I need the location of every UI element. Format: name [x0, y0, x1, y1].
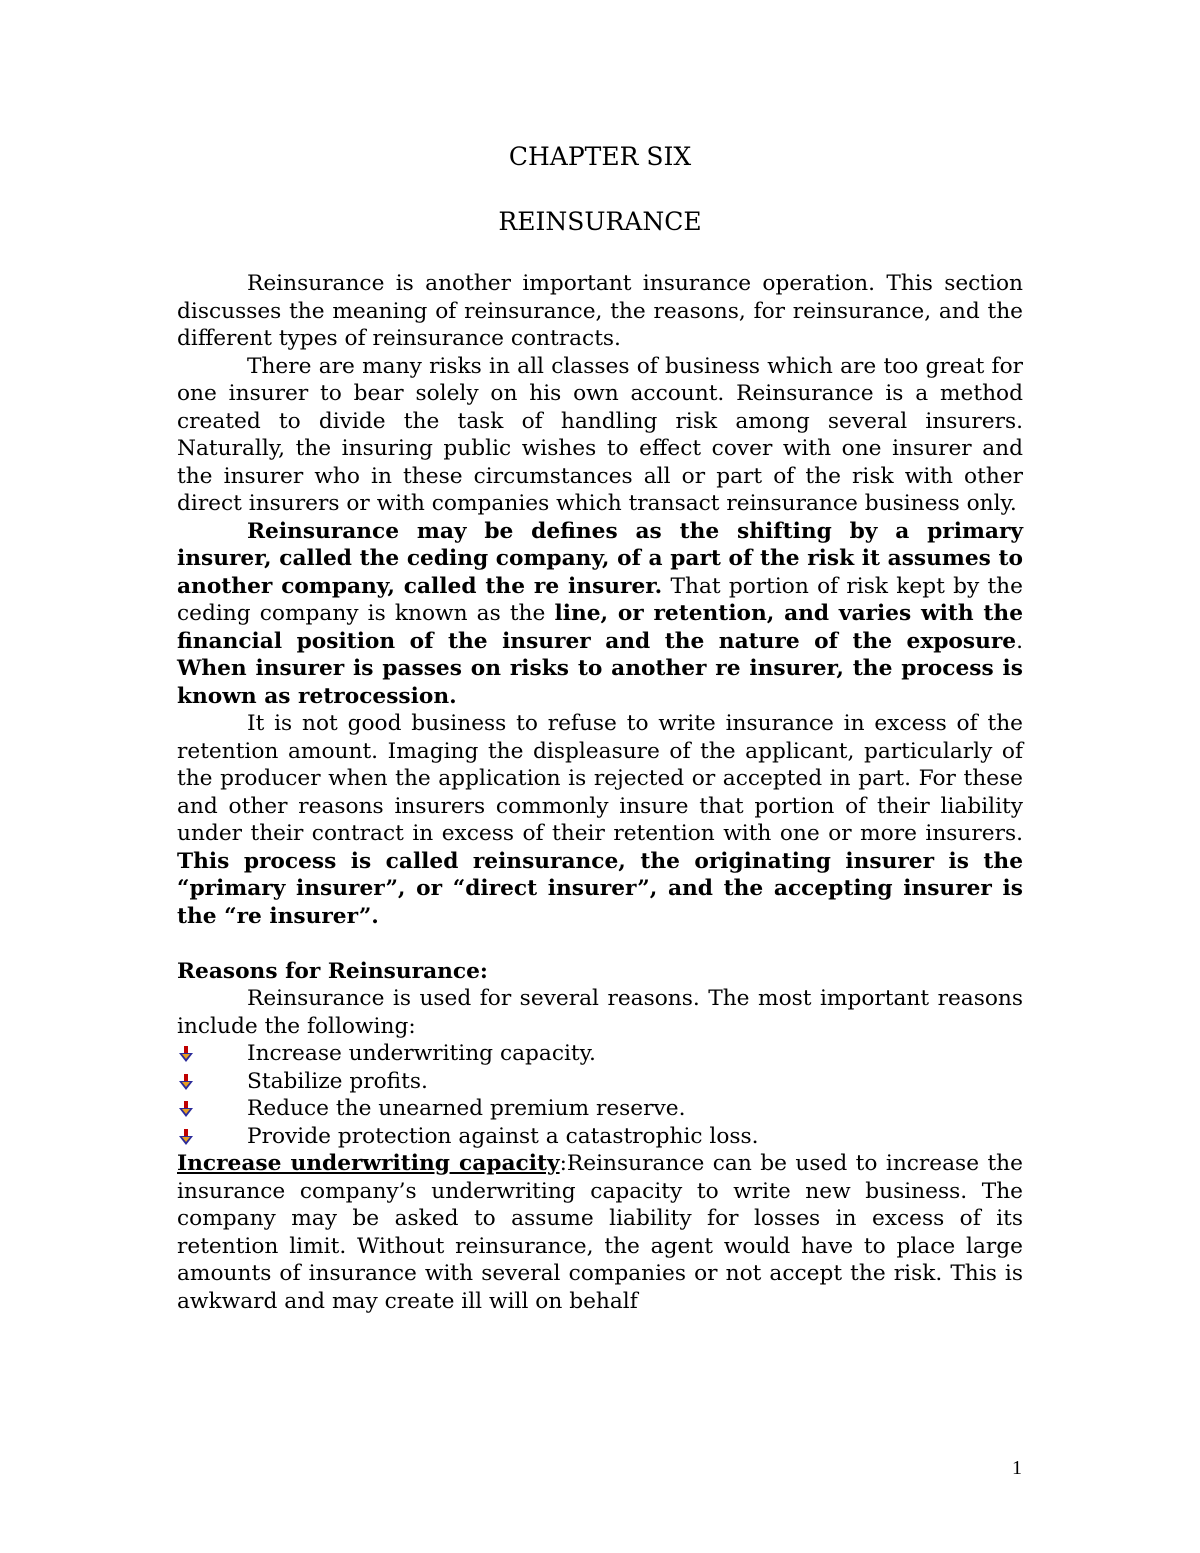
down-arrow-bullet-icon	[179, 1074, 193, 1090]
retrocession-bold-text: When insurer is passes on risks to another re insurer, the process is known as retrocession.	[177, 656, 1023, 709]
excess-paragraph	[177, 710, 1023, 930]
reasons-intro: Reinsurance is used for several reasons. The most important reasons include the following:	[177, 986, 1023, 1039]
down-arrow-bullet-icon	[179, 1046, 193, 1062]
body-text	[177, 270, 1023, 1315]
process-bold-text: This process is called reinsurance, the originating insurer is the “primary insurer”, or “direct insurer”, and the accepting insurer is the “re insurer”.	[177, 848, 1023, 929]
list-item	[177, 1095, 1023, 1123]
definition-paragraph	[177, 518, 1023, 711]
chapter-title: CHAPTER SIX	[508, 142, 692, 171]
definition-separator: .	[1016, 628, 1023, 654]
reason-text: Increase underwriting capacity.	[247, 1041, 596, 1066]
capacity-colon: :	[559, 1151, 567, 1176]
page-number: 1	[1012, 1457, 1022, 1479]
reason-text: Reduce the unearned premium reserve.	[247, 1096, 686, 1121]
capacity-term: Increase underwriting capacity	[177, 1151, 560, 1176]
capacity-text: Reinsurance can be used to increase the insurance company’s underwriting capacity to write new business. The company may be asked to assume liability for losses in excess of its retention limit. Without reinsurance, the agent would have to place large amounts of insurance with several companies or not accept the risk. This is awkward and may create ill will on behalf	[177, 1151, 1023, 1314]
definition-bold-text: Reinsurance may be defines as the shifting by a primary insurer, called the ceding company, of a part of the risk it assumes to another company, called the re insurer.	[177, 518, 1023, 599]
down-arrow-bullet-icon	[179, 1101, 193, 1117]
definition-text: That portion of risk kept by the ceding company is known as the	[177, 573, 1023, 626]
list-item	[177, 1068, 1023, 1096]
reason-text: Stabilize profits.	[247, 1068, 428, 1094]
blank-line	[177, 930, 1023, 958]
list-item	[177, 1123, 1023, 1151]
intro-paragraph: Reinsurance is another important insurance operation. This section discusses the meaning of reinsurance, the reasons, for reinsurance, and the different types of reinsurance contracts.	[177, 271, 1023, 351]
down-arrow-bullet-icon	[179, 1129, 193, 1145]
capacity-paragraph	[177, 1150, 1023, 1315]
excess-text: It is not good business to refuse to write insurance in excess of the retention amount. Imaging the displeasure of the applicant, particularly of the producer when the application is rejected or accepted in part. For these and other reasons insurers commonly insure that portion of their liability under their contract in excess of their retention with one or more insurers.	[177, 711, 1023, 846]
reasons-list	[177, 1040, 1023, 1150]
reason-text: Provide protection against a catastrophic loss.	[247, 1123, 759, 1149]
reasons-heading: Reasons for Reinsurance:	[177, 958, 488, 984]
risks-paragraph: There are many risks in all classes of business which are too great for one insurer to bear solely on his own account. Reinsurance is a method created to divide the task of handling risk among several insurers. Naturally, the insuring public wishes to effect cover with one insurer and the insurer who in these circumstances all or part of the risk with other direct insurers or with companies which transact reinsurance business only.	[177, 353, 1023, 516]
section-title: REINSURANCE	[498, 207, 702, 236]
list-item	[177, 1040, 1023, 1068]
retention-bold-text: line, or retention, and varies with the financial position of the insurer and the nature of the exposure	[177, 601, 1023, 654]
